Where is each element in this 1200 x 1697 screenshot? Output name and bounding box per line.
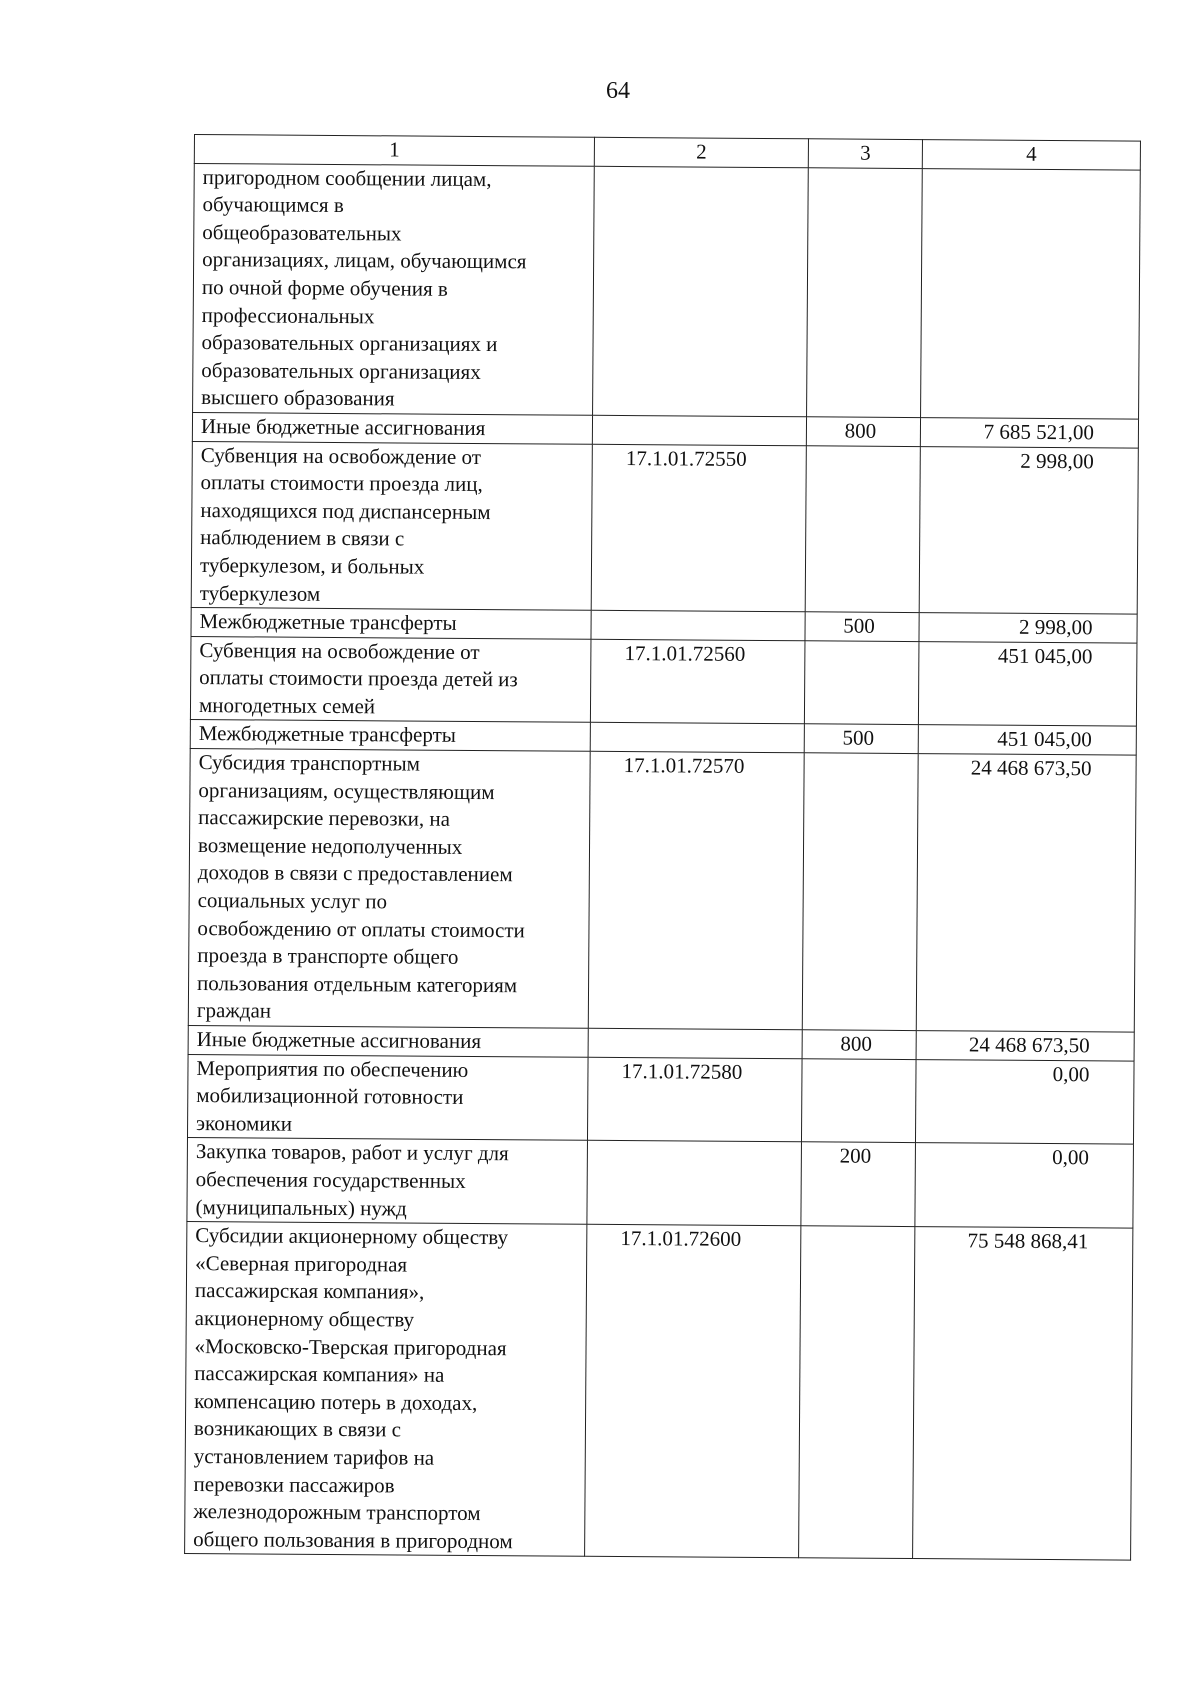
row-sum-cell: 451 045,00 — [918, 641, 1137, 726]
row-code-cell: 17.1.01.72560 — [590, 639, 805, 724]
row-sum-cell: 7 685 521,00 — [920, 418, 1138, 448]
row-name-cell: Закупка товаров, работ и услуг для обеспечения государственных (муниципальных) нужд — [187, 1138, 588, 1225]
row-code-cell — [593, 166, 809, 417]
row-kind-cell — [801, 1058, 916, 1143]
row-sum-cell — [921, 168, 1141, 419]
row-sum-cell: 0,00 — [915, 1143, 1134, 1228]
row-sum-cell: 2 998,00 — [919, 613, 1137, 643]
row-code-cell: 17.1.01.72580 — [587, 1057, 802, 1142]
row-code-cell — [587, 1141, 802, 1226]
row-code-cell: 17.1.01.72550 — [591, 444, 806, 612]
row-name-cell: Субвенция на освобождение от оплаты стоимости проезда детей из многодетных семей — [190, 636, 591, 723]
table-row — [193, 163, 1141, 419]
budget-table — [184, 134, 1141, 1561]
row-kind-cell: 200 — [801, 1142, 916, 1227]
row-name-cell: Межбюджетные трансферты — [191, 608, 591, 639]
row-code-cell — [590, 723, 804, 753]
row-kind-cell: 500 — [805, 612, 919, 641]
row-name-cell: Иные бюджетные ассигнования — [192, 412, 592, 443]
column-header-2: 2 — [594, 137, 808, 167]
row-code-cell — [592, 415, 806, 445]
table-row — [187, 1054, 1134, 1144]
table-row — [185, 1222, 1133, 1561]
row-kind-cell — [807, 167, 923, 417]
row-kind-cell — [799, 1226, 915, 1559]
row-sum-cell: 75 548 868,41 — [913, 1227, 1133, 1561]
row-kind-cell: 500 — [804, 724, 918, 753]
row-kind-cell — [802, 753, 918, 1031]
table-row — [188, 749, 1136, 1033]
row-code-cell — [588, 1028, 802, 1058]
row-name-cell: Межбюджетные трансферты — [190, 720, 590, 751]
row-kind-cell: 800 — [802, 1030, 916, 1059]
row-name-cell: пригородном сообщении лицам, обучающимся в общеобразовательных организациях, лицам, обучающимся по очной форме обучения в профессиональных образовательных организациях и образовательных организациях высшего образования — [193, 163, 595, 415]
row-sum-cell: 0,00 — [915, 1059, 1134, 1144]
column-header-4: 4 — [922, 140, 1140, 170]
row-sum-cell: 451 045,00 — [918, 725, 1136, 755]
row-name-cell: Субсидия транспортным организациям, осуществляющим пассажирские перевозки, на возмещение недополученных доходов в связи с предоставлением социальных услуг по освобождению от оплаты стоимости проезда в транспорте общего пользования отдельным категориям граждан — [188, 749, 590, 1029]
column-header-1: 1 — [194, 135, 594, 166]
row-kind-cell: 800 — [806, 417, 920, 446]
table-row — [191, 441, 1138, 614]
row-code-cell — [591, 610, 805, 640]
row-code-cell: 17.1.01.72600 — [585, 1224, 801, 1558]
row-kind-cell — [805, 445, 920, 612]
row-name-cell: Субвенция на освобождение от оплаты стоимости проезда лиц, находящихся под диспансерным наблюдением в связи с туберкулезом, и больных туберкулезом — [191, 441, 592, 610]
row-name-cell: Иные бюджетные ассигнования — [188, 1025, 588, 1056]
row-sum-cell: 2 998,00 — [919, 446, 1138, 614]
table-row — [187, 1138, 1134, 1228]
row-name-cell: Мероприятия по обеспечению мобилизационной готовности экономики — [187, 1054, 588, 1141]
table-row — [190, 636, 1137, 726]
row-code-cell: 17.1.01.72570 — [588, 751, 804, 1029]
row-kind-cell — [804, 640, 919, 725]
row-sum-cell: 24 468 673,50 — [916, 1031, 1134, 1061]
column-header-3: 3 — [808, 139, 922, 168]
row-name-cell: Субсидии акционерному обществу «Северная пригородная пассажирская компания», акционерному обществу «Московско-Тверская пригородная пассажирская компания» на компенсацию потерь в доходах, возникающих в связи с установлением тарифов на перевозки пассажиров железнодорожным транспортом общего пользования в пригородном — [185, 1222, 587, 1557]
page-number: 64 — [606, 78, 630, 104]
row-sum-cell: 24 468 673,50 — [916, 754, 1136, 1032]
